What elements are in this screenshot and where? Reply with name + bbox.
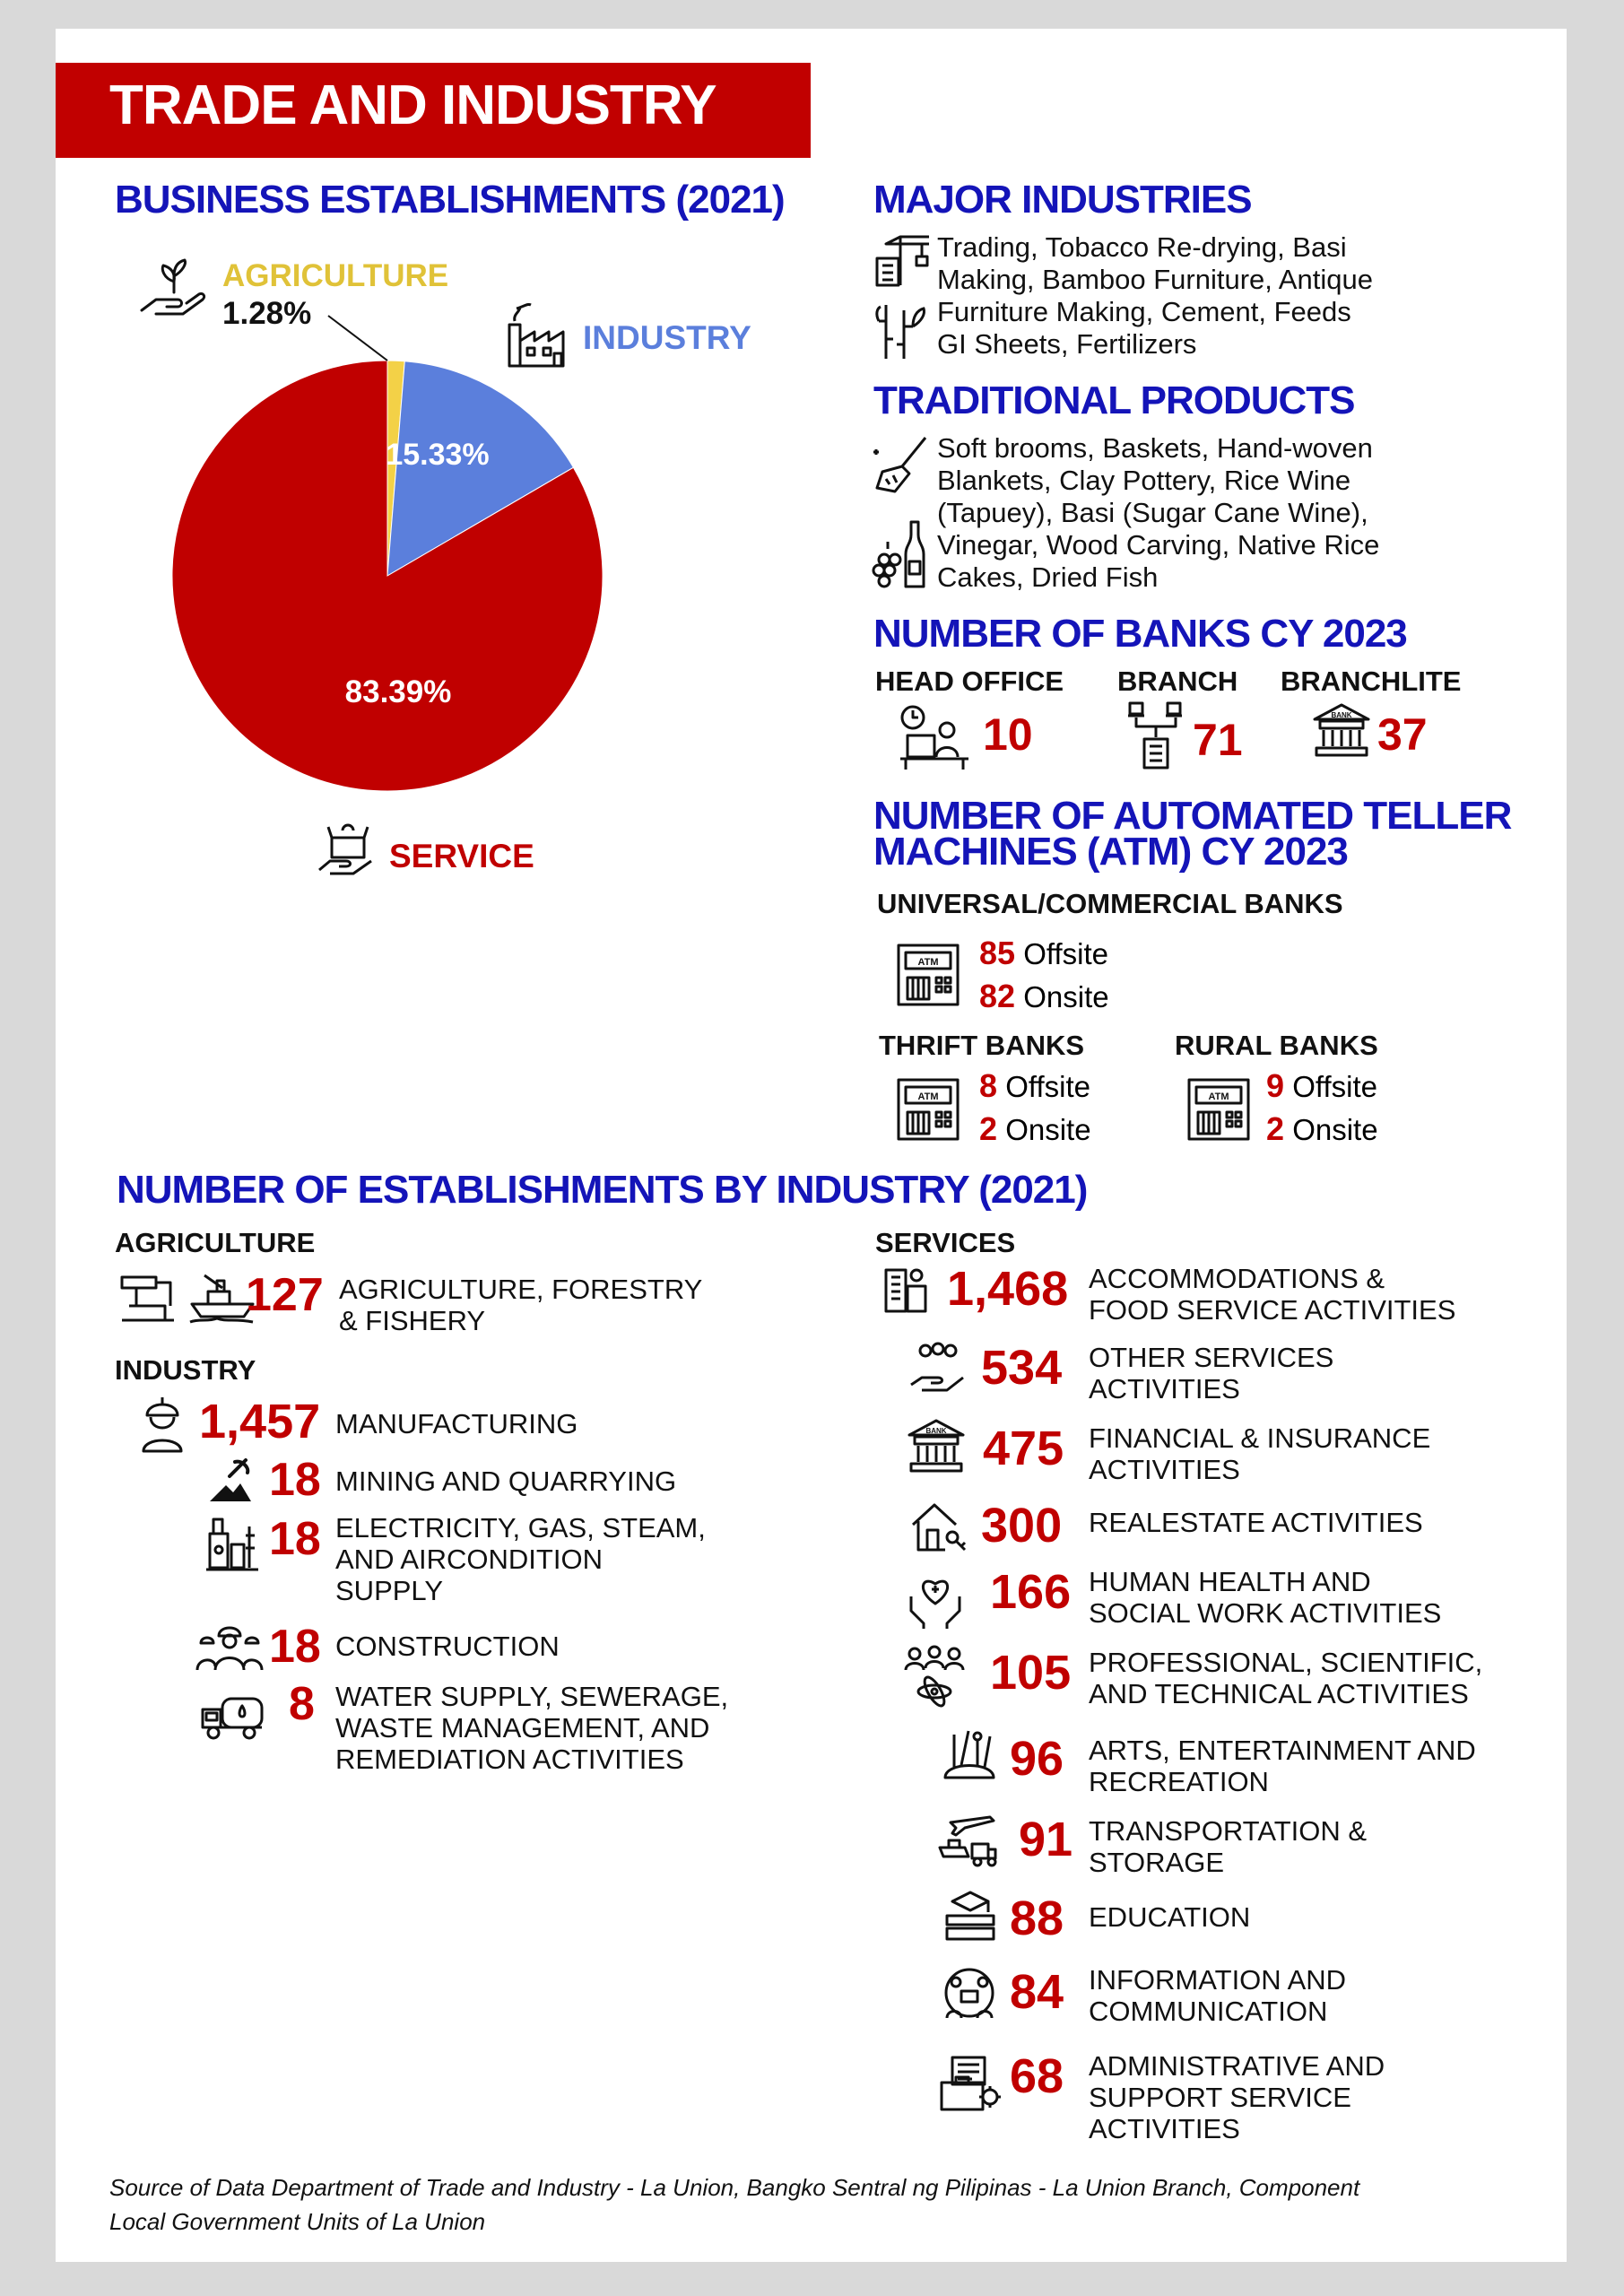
gear-hand-icon: [316, 818, 378, 881]
atm-title-line: MACHINES (ATM) CY 2023: [873, 830, 1348, 874]
service-item-value: 88: [1010, 1892, 1064, 1945]
industry-item-label: [335, 1512, 706, 1606]
head-office-label: HEAD OFFICE: [875, 665, 1064, 697]
bamboo-icon: [873, 301, 929, 361]
service-item-line: ARTS, ENTERTAINMENT AND: [1089, 1735, 1476, 1766]
industry-item-label: [335, 1465, 676, 1497]
universal-banks-label: UNIVERSAL/COMMERCIAL BANKS: [877, 888, 1343, 919]
industry-item-label: [335, 1408, 578, 1439]
service-item-label: [1089, 2050, 1385, 2144]
service-pct-label: 83.39%: [344, 674, 452, 709]
service-item-value: 96: [1010, 1732, 1064, 1786]
branch-label: BRANCH: [1117, 665, 1238, 697]
service-item-label: [1089, 1815, 1367, 1878]
industry-item-line: WASTE MANAGEMENT, AND: [335, 1712, 710, 1744]
traditional-products-line: Soft brooms, Baskets, Hand-woven: [937, 432, 1373, 464]
service-item-line: REALESTATE ACTIVITIES: [1089, 1507, 1423, 1538]
industry-item-label: [335, 1681, 728, 1775]
communication-icon: [942, 1961, 997, 2022]
service-item-line: ACTIVITIES: [1089, 1373, 1240, 1405]
svg-text:ATM: ATM: [917, 1091, 939, 1102]
source-line: Local Government Units of La Union: [109, 2208, 486, 2235]
traditional-products-line: (Tapuey), Basi (Sugar Cane Wine),: [937, 497, 1368, 528]
service-item-line: TRANSPORTATION &: [1089, 1815, 1368, 1847]
health-hands-icon: [908, 1571, 963, 1631]
service-item-value: 534: [981, 1341, 1063, 1395]
service-label: SERVICE: [389, 838, 534, 874]
atm-icon: [895, 942, 961, 1008]
service-item-line: FOOD SERVICE ACTIVITIES: [1089, 1294, 1456, 1326]
traditional-products-line: Vinegar, Wood Carving, Native Rice: [937, 529, 1380, 561]
agri-item-line: & FISHERY: [339, 1305, 486, 1336]
service-item-value: 68: [1010, 2049, 1064, 2103]
broom-icon: [870, 434, 933, 497]
major-industries-line: GI Sheets, Fertilizers: [937, 328, 1197, 360]
transport-icon: [938, 1808, 999, 1869]
traditional-products-line: Blankets, Clay Pottery, Rice Wine: [937, 465, 1351, 496]
service-item-label: [1089, 1507, 1423, 1538]
universal-onsite-row: [979, 978, 1109, 1015]
atm-title: [873, 794, 1512, 874]
industry-heading: INDUSTRY: [115, 1354, 256, 1386]
art-icon: [942, 1726, 997, 1783]
mining-icon: [208, 1458, 253, 1503]
thrift-onsite-row: [979, 1110, 1091, 1148]
industry-item-value: 18: [269, 1621, 321, 1673]
industry-item-line: CONSTRUCTION: [335, 1631, 560, 1662]
branch-network-icon: [1126, 700, 1185, 771]
rural-offsite-count: 9: [1266, 1067, 1285, 1104]
industry-item-label: [335, 1631, 560, 1662]
service-item-line: OTHER SERVICES: [1089, 1342, 1334, 1373]
agriculture-heading: AGRICULTURE: [115, 1227, 316, 1258]
universal-onsite-count: 82: [979, 978, 1016, 1014]
atm-title-line: NUMBER OF AUTOMATED TELLER: [873, 794, 1512, 838]
books-icon: [943, 1889, 997, 1943]
page-title: TRADE AND INDUSTRY: [109, 74, 716, 136]
service-item-line: ADMINISTRATIVE AND: [1089, 2050, 1385, 2082]
farm-icon: [117, 1270, 179, 1324]
traditional-products-title: TRADITIONAL PRODUCTS: [873, 378, 1355, 422]
service-item-line: RECREATION: [1089, 1766, 1269, 1797]
admin-icon: [938, 2054, 1001, 2113]
industry-item-value: 18: [269, 1454, 321, 1506]
business-title: BUSINESS ESTABLISHMENTS (2021): [115, 178, 785, 222]
head-office-count: 10: [983, 709, 1033, 760]
source-note: [109, 2170, 1359, 2239]
power-plant-icon: [204, 1514, 260, 1571]
service-item-label: [1089, 1422, 1430, 1485]
thrift-offsite-row: [979, 1067, 1090, 1105]
wine-grapes-icon: [870, 518, 933, 590]
service-item-line: PROFESSIONAL, SCIENTIFIC,: [1089, 1647, 1483, 1678]
people-hand-icon: [908, 1342, 967, 1396]
svg-text:BANK: BANK: [925, 1427, 947, 1435]
rural-onsite-count: 2: [1266, 1110, 1285, 1147]
service-item-value: 1,468: [947, 1262, 1069, 1316]
industry-item-line: REMEDIATION ACTIVITIES: [335, 1744, 684, 1775]
traditional-products-text: [937, 432, 1379, 594]
service-item-label: [1089, 1342, 1333, 1405]
agriculture-pct-label: 1.28%: [222, 296, 312, 331]
bank-icon: [1311, 701, 1372, 759]
factory-icon: [504, 301, 576, 373]
industry-item-line: MANUFACTURING: [335, 1408, 578, 1439]
agriculture-leader-line: [328, 316, 387, 361]
service-item-value: 166: [990, 1565, 1072, 1619]
onsite-word: Onsite: [1005, 1113, 1091, 1146]
svg-text:ATM: ATM: [1208, 1091, 1229, 1102]
offsite-word: Offsite: [1023, 937, 1108, 970]
rural-onsite-row: [1266, 1110, 1378, 1148]
service-item-line: AND TECHNICAL ACTIVITIES: [1089, 1678, 1469, 1709]
services-heading: SERVICES: [875, 1227, 1016, 1258]
service-item-line: COMMUNICATION: [1089, 1996, 1328, 2027]
major-industries-text: [937, 231, 1373, 361]
service-item-line: STORAGE: [1089, 1847, 1225, 1878]
plant-hand-icon: [136, 255, 212, 330]
service-item-label: [1089, 1901, 1250, 1933]
major-industries-line: Trading, Tobacco Re-drying, Basi: [937, 231, 1347, 263]
water-truck-icon: [199, 1692, 265, 1742]
traditional-products-line: Cakes, Dried Fish: [937, 561, 1159, 593]
thrift-banks-label: THRIFT BANKS: [879, 1030, 1085, 1061]
service-item-line: ACTIVITIES: [1089, 2113, 1240, 2144]
service-item-value: 91: [1019, 1813, 1073, 1866]
svg-text:BANK: BANK: [1331, 711, 1352, 719]
banks-title: NUMBER OF BANKS CY 2023: [873, 612, 1407, 656]
service-item-line: INFORMATION AND: [1089, 1964, 1347, 1996]
rural-banks-label: RURAL BANKS: [1175, 1030, 1378, 1061]
atm-icon: [1185, 1076, 1252, 1143]
construction-workers-icon: [195, 1622, 264, 1672]
service-item-line: EDUCATION: [1089, 1901, 1251, 1933]
onsite-word: Onsite: [1023, 980, 1109, 1013]
service-item-line: ACCOMMODATIONS &: [1089, 1263, 1385, 1294]
house-key-icon: [909, 1498, 968, 1555]
service-item-label: [1089, 1735, 1476, 1797]
service-item-label: [1089, 1964, 1346, 2027]
branchlite-label: BRANCHLITE: [1281, 665, 1462, 697]
thrift-offsite-count: 8: [979, 1067, 998, 1104]
industry-item-line: WATER SUPPLY, SEWERAGE,: [335, 1681, 729, 1712]
offsite-word: Offsite: [1292, 1070, 1377, 1103]
service-item-value: 475: [983, 1422, 1064, 1475]
universal-offsite-count: 85: [979, 935, 1016, 971]
service-item-line: SOCIAL WORK ACTIVITIES: [1089, 1597, 1442, 1629]
industry-item-value: 18: [269, 1513, 321, 1565]
service-item-label: [1089, 1647, 1482, 1709]
science-people-icon: [902, 1645, 967, 1709]
service-item-line: ACTIVITIES: [1089, 1454, 1240, 1485]
industry-item-value: 8: [289, 1678, 315, 1730]
service-item-value: 105: [990, 1646, 1072, 1700]
source-line: Source of Data Department of Trade and Industry - La Union, Bangko Sentral ng Pilipinas - La Union Branch, Component: [109, 2174, 1360, 2201]
clock-desk-icon: [897, 703, 972, 771]
branch-count: 71: [1193, 715, 1243, 765]
agri-item-label: [339, 1274, 702, 1336]
industry-item-line: ELECTRICITY, GAS, STEAM,: [335, 1512, 706, 1544]
service-item-label: [1089, 1263, 1455, 1326]
thrift-onsite-count: 2: [979, 1110, 998, 1147]
agri-item-line: AGRICULTURE, FORESTRY: [339, 1274, 703, 1305]
offsite-word: Offsite: [1005, 1070, 1090, 1103]
rural-offsite-row: [1266, 1067, 1377, 1105]
atm-icon: [895, 1076, 961, 1143]
service-item-line: SUPPORT SERVICE: [1089, 2082, 1351, 2113]
industry-item-line: MINING AND QUARRYING: [335, 1465, 677, 1497]
industry-item-line: SUPPLY: [335, 1575, 444, 1606]
agri-item-value: 127: [246, 1269, 324, 1321]
service-item-line: FINANCIAL & INSURANCE: [1089, 1422, 1431, 1454]
branchlite-count: 37: [1377, 709, 1428, 760]
industry-pct-label: 15.33%: [386, 438, 490, 472]
onsite-word: Onsite: [1292, 1113, 1378, 1146]
major-industries-title: MAJOR INDUSTRIES: [873, 178, 1252, 222]
bank-icon: [906, 1417, 967, 1474]
universal-offsite-row: [979, 935, 1108, 972]
hotel-icon: [882, 1265, 929, 1315]
industry-item-line: AND AIRCONDITION: [335, 1544, 603, 1575]
major-industries-line: Making, Bamboo Furniture, Antique: [937, 264, 1373, 295]
industry-item-value: 1,457: [199, 1395, 321, 1448]
agriculture-label: AGRICULTURE: [222, 258, 449, 293]
crane-building-icon: [873, 230, 933, 289]
service-item-label: [1089, 1566, 1441, 1629]
industry-label: INDUSTRY: [583, 319, 751, 356]
service-item-value: 84: [1010, 1965, 1064, 2019]
major-industries-line: Furniture Making, Cement, Feeds: [937, 296, 1351, 327]
worker-helmet-icon: [140, 1396, 185, 1453]
service-item-line: HUMAN HEALTH AND: [1089, 1566, 1371, 1597]
service-item-value: 300: [981, 1499, 1063, 1552]
by-industry-title: NUMBER OF ESTABLISHMENTS BY INDUSTRY (2021): [117, 1168, 1088, 1212]
svg-text:ATM: ATM: [917, 957, 939, 968]
